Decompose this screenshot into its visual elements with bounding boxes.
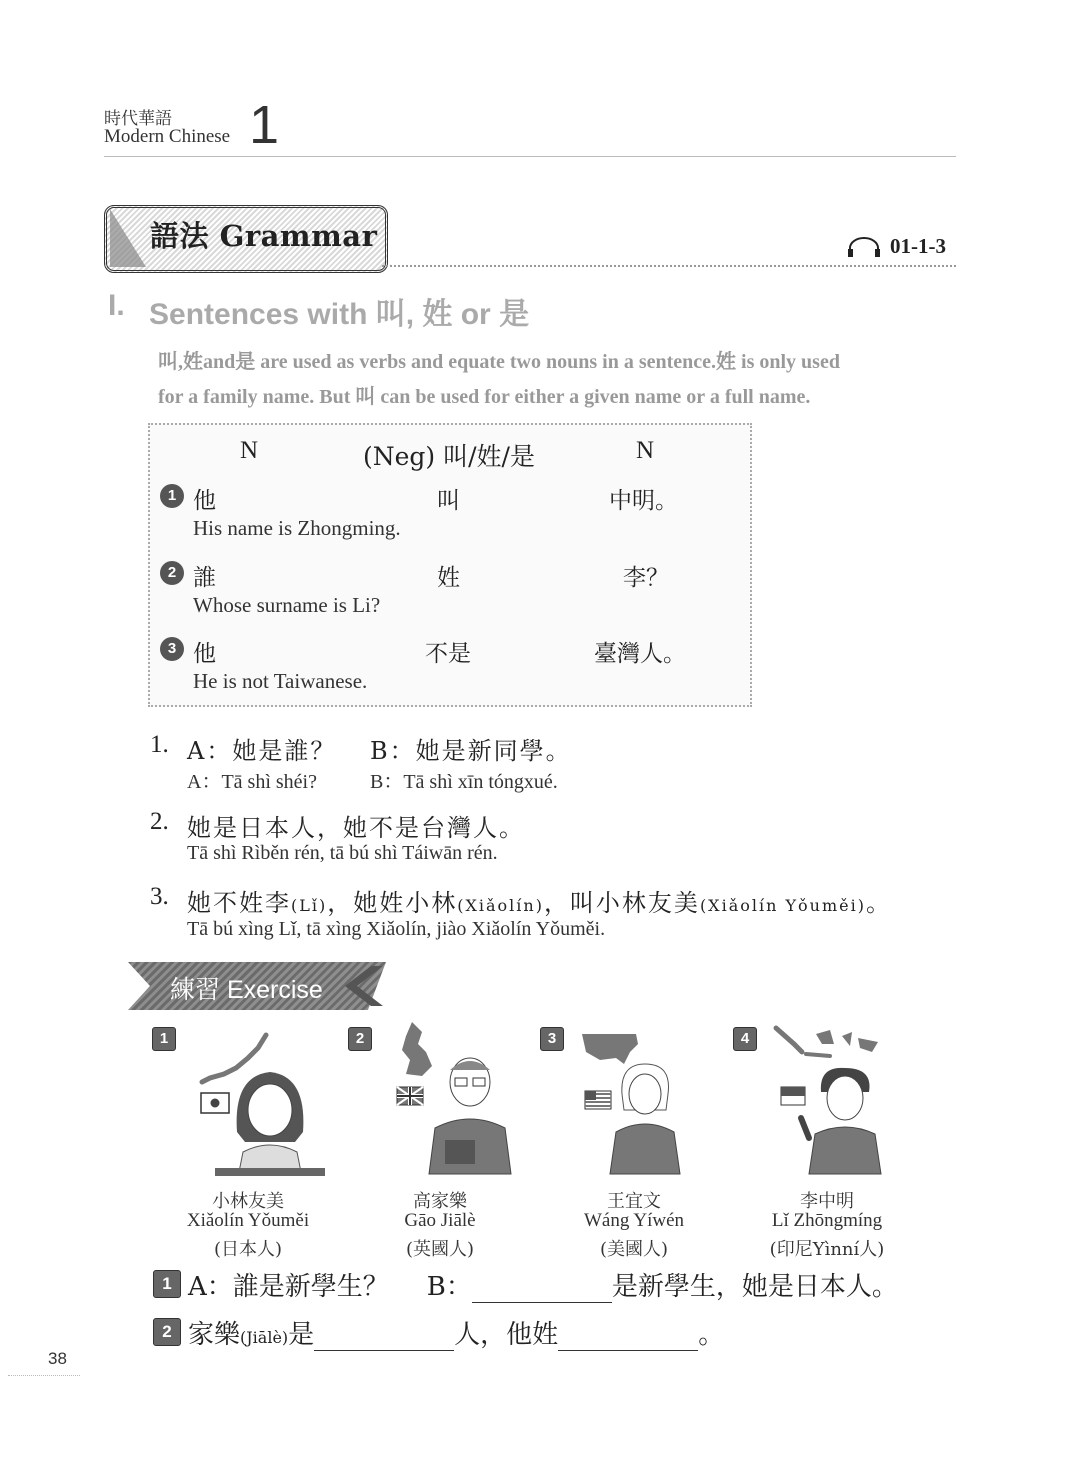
pattern-verb: 叫	[437, 488, 460, 514]
volume-number: 1	[249, 95, 280, 155]
pattern-col-subject: N	[240, 437, 259, 464]
pattern-object: 臺灣人。	[594, 641, 686, 667]
pattern-subject: 誰	[193, 565, 216, 591]
student-woman-illustration	[600, 1058, 690, 1178]
question-prompt: A：誰是新學生？	[188, 1272, 389, 1302]
exercise-number-badge: 3	[540, 1027, 564, 1051]
person-name: 王宜文	[607, 1191, 661, 1212]
person-pinyin: Wáng Yíwén	[583, 1210, 685, 1231]
pattern-number-badge: 3	[160, 637, 184, 661]
sentence-part: ，她姓小林	[327, 889, 458, 917]
question-start: 家樂	[188, 1320, 241, 1350]
example-pinyin-a: A：Tā shì shéi?	[187, 771, 317, 793]
person-pinyin: Xiǎolín Yǒuměi	[186, 1210, 310, 1231]
example-sentence: 她是日本人，她不是台灣人。	[187, 814, 525, 842]
example-pinyin-b: B：Tā shì xīn tóngxué.	[370, 771, 558, 793]
example-sentence	[187, 883, 892, 918]
person-country: (美國人)	[599, 1239, 669, 1260]
person-pinyin: Lǐ Zhōngmíng	[771, 1210, 883, 1231]
pinyin-note: (Jiālè)	[240, 1328, 289, 1347]
example-sentence-a: A：她是誰？	[187, 737, 337, 765]
sentence-part: 她不姓李	[187, 889, 291, 917]
pattern-subject: 他	[193, 641, 216, 667]
answer-label: B：	[426, 1272, 472, 1302]
answer-blank[interactable]	[558, 1326, 698, 1351]
pattern-translation: Whose surname is Li?	[193, 593, 381, 617]
pattern-number-badge: 2	[160, 561, 184, 585]
pattern-number-badge: 1	[160, 484, 184, 508]
chevron-left-icon	[335, 964, 385, 1008]
question-number-badge: 1	[153, 1270, 181, 1298]
pattern-translation: His name is Zhongming.	[193, 516, 401, 540]
student-girl-illustration	[215, 1062, 325, 1182]
question-1	[188, 1266, 898, 1303]
pattern-col-object: N	[636, 437, 655, 464]
exercise-number-badge: 4	[733, 1027, 757, 1051]
person-country: (英國人)	[405, 1239, 475, 1260]
header-divider	[104, 156, 956, 157]
section-number: I.	[108, 289, 125, 322]
person-pinyin: Gāo Jiālè	[404, 1210, 476, 1231]
banner-divider	[382, 265, 956, 267]
question-end: 。	[698, 1320, 725, 1350]
example-sentence-b: B：她是新同學。	[370, 737, 572, 765]
pattern-col-verb: (Neg) 叫/姓/是	[363, 442, 535, 471]
pinyin-note: (Xiǎolín)	[457, 896, 544, 915]
person-country: (印尼Yìnní人)	[769, 1239, 885, 1260]
student-boy-illustration	[415, 1048, 525, 1178]
section-title: Sentences with 叫, 姓 or 是	[149, 298, 530, 331]
question-part: 是	[288, 1320, 315, 1350]
pinyin-note: (Lǐ)	[291, 896, 328, 915]
question-number-badge: 2	[153, 1318, 181, 1346]
audio-track-code: 01-1-3	[890, 234, 946, 258]
question-rest: 是新學生，她是日本人。	[611, 1272, 898, 1302]
series-title-en: Modern Chinese	[104, 126, 231, 147]
person-country: (日本人)	[213, 1239, 283, 1260]
exercise-title: 練習 Exercise	[170, 976, 323, 1004]
pattern-verb: 姓	[437, 565, 460, 591]
headphones-icon[interactable]	[846, 236, 882, 258]
exercise-number-badge: 1	[152, 1027, 176, 1051]
grammar-title: 語法 Grammar	[150, 219, 378, 253]
pattern-object: 李？	[623, 565, 669, 591]
example-number: 3.	[150, 883, 169, 910]
question-2	[188, 1314, 724, 1351]
intro-text-line-2: for a family name. But 叫 can be used for either a given name or a full name.	[158, 386, 811, 408]
person-name: 李中明	[800, 1191, 854, 1212]
page-number: 38	[48, 1349, 67, 1368]
intro-text-line-1: 叫,姓and是 are used as verbs and equate two nouns in a sentence.姓 is only used	[158, 351, 840, 373]
sentence-part: 。	[865, 889, 892, 917]
example-pinyin: Tā bú xìng Lǐ, tā xìng Xiǎolín, jiào Xiǎolín Yǒuměi.	[187, 918, 606, 940]
student-man-illustration	[795, 1062, 890, 1178]
pattern-subject: 他	[193, 488, 216, 514]
answer-blank[interactable]	[314, 1326, 454, 1351]
person-name: 小林友美	[212, 1191, 284, 1212]
series-title-zh: 時代華語	[104, 109, 172, 129]
question-part: 人，他姓	[454, 1320, 559, 1350]
footer-rule	[8, 1375, 80, 1376]
sentence-part: ，叫小林友美	[543, 889, 700, 917]
pattern-object: 中明。	[609, 488, 678, 514]
answer-blank[interactable]	[472, 1278, 612, 1303]
indonesia-map-icon	[772, 1022, 882, 1062]
pinyin-note: (Xiǎolín Yǒuměi)	[699, 896, 866, 915]
pattern-verb: 不是	[425, 641, 471, 667]
example-number: 2.	[150, 808, 169, 835]
exercise-number-badge: 2	[348, 1027, 372, 1051]
person-name: 高家樂	[413, 1191, 467, 1212]
example-pinyin: Tā shì Rìběn rén, tā bú shì Táiwān rén.	[187, 842, 498, 864]
example-number: 1.	[150, 731, 169, 758]
pattern-translation: He is not Taiwanese.	[193, 669, 368, 693]
